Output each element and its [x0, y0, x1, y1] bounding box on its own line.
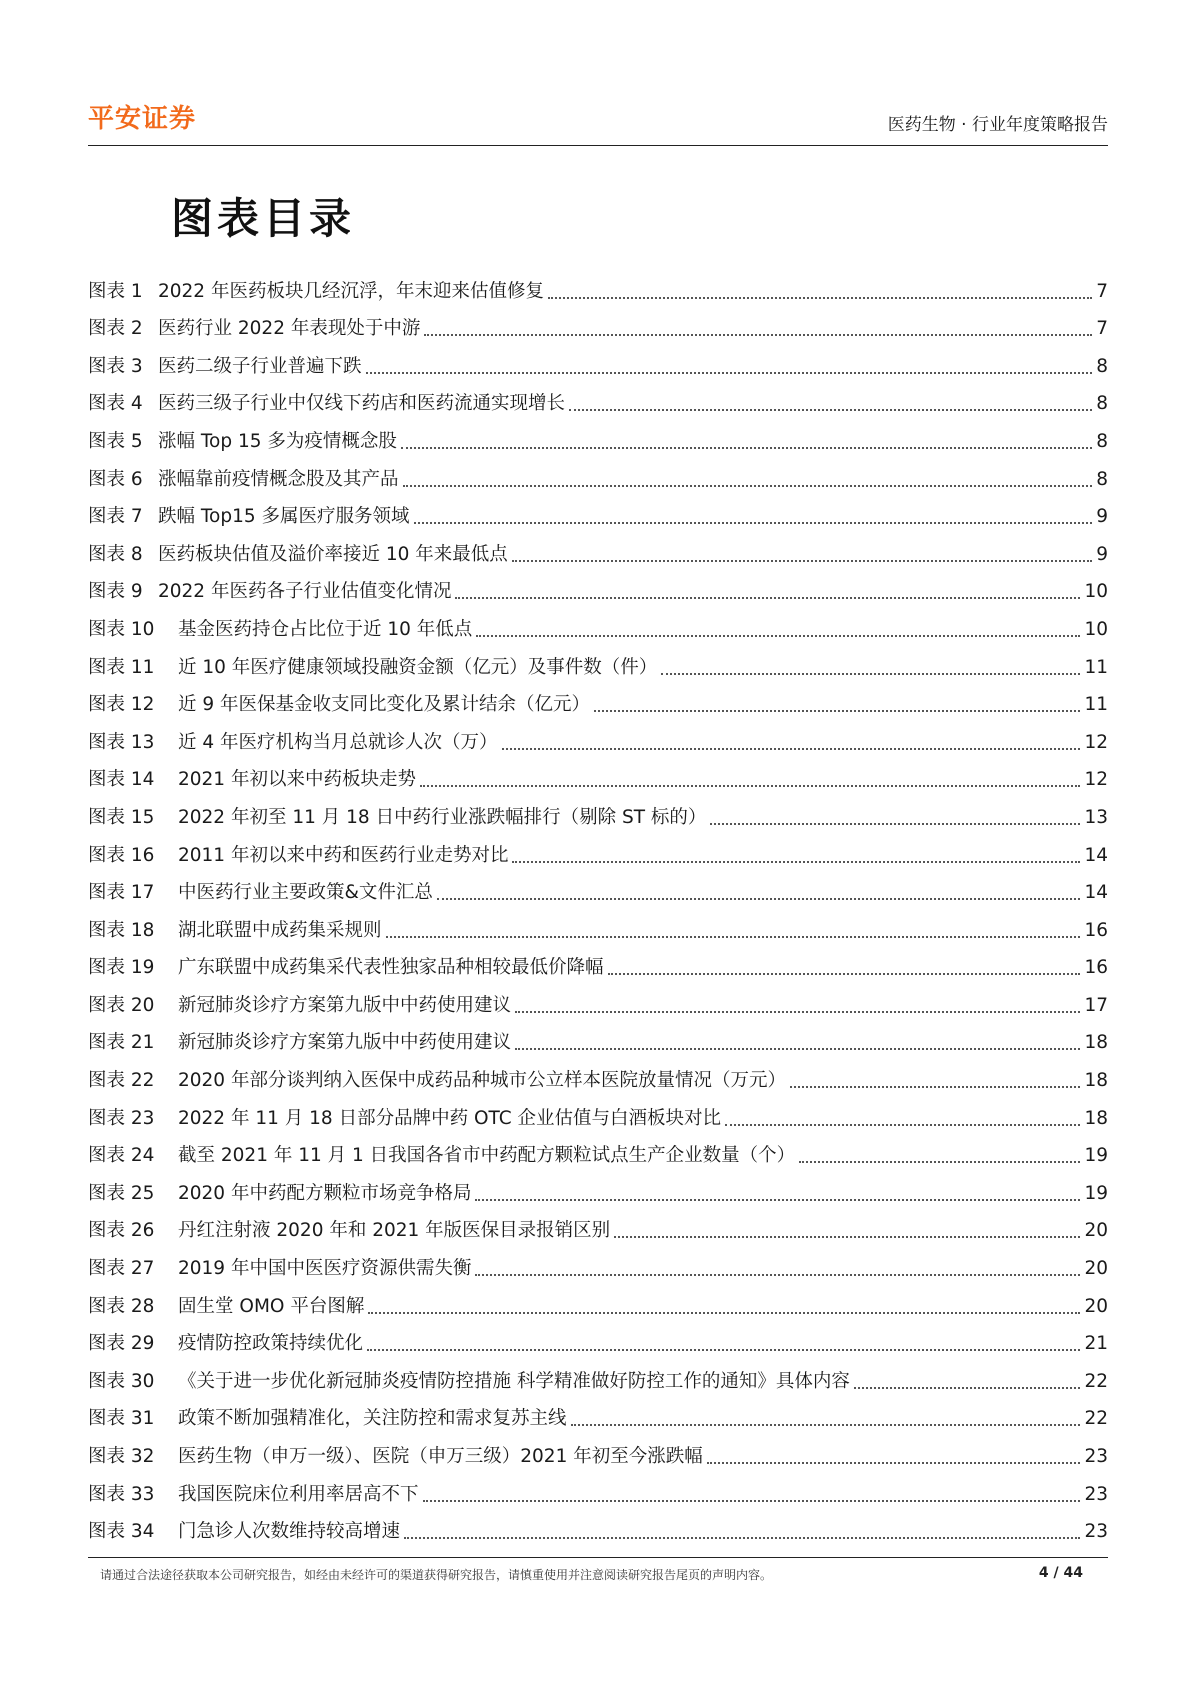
- toc-entry-label: 图表 32: [88, 1446, 155, 1467]
- toc-dot-leader: [799, 1161, 1080, 1163]
- toc-entry-label: 图表 10: [88, 618, 155, 640]
- toc-entry-label: 图表 7: [88, 506, 143, 528]
- toc-dot-leader: [725, 1124, 1080, 1126]
- toc-entry-title: 我国医院床位利用率居高不下: [178, 1483, 419, 1505]
- toc-entry-title: 近 9 年医保基金收支同比变化及累计结余（亿元）: [178, 694, 591, 716]
- toc-entry[interactable]: [88, 1394, 1108, 1432]
- toc-entry-page: 20: [1084, 1220, 1108, 1242]
- toc-entry-page: 8: [1096, 468, 1108, 490]
- toc-entry-label: 图表 11: [88, 656, 155, 678]
- toc-entry[interactable]: [88, 905, 1108, 943]
- toc-entry-label: 图表 30: [88, 1370, 155, 1392]
- toc-entry-title: 医药三级子行业中仅线下药店和医药流通实现增长: [158, 393, 566, 415]
- toc-entry-page: 9: [1096, 543, 1108, 565]
- toc-entry[interactable]: [88, 1168, 1108, 1206]
- toc-dot-leader: [608, 973, 1081, 975]
- toc-entry-page: 9: [1096, 506, 1108, 528]
- toc-entry-page: 17: [1084, 994, 1108, 1016]
- toc-entry-page: 13: [1084, 806, 1108, 828]
- toc-entry-page: 22: [1084, 1408, 1108, 1430]
- toc-entry-page: 12: [1084, 731, 1108, 753]
- toc-entry-label: 图表 2: [88, 318, 143, 340]
- toc-dot-leader: [386, 936, 1081, 938]
- toc-entry-title: 丹红注射液 2020 年和 2021 年版医保目录报销区别: [178, 1220, 611, 1242]
- toc-entry-title: 固生堂 OMO 平台图解: [178, 1295, 365, 1317]
- toc-entry-page: 14: [1084, 882, 1108, 904]
- toc-entry-title: 《关于进一步优化新冠肺炎疫情防控措施 科学精准做好防控工作的通知》具体内容: [178, 1370, 850, 1392]
- toc-entry-page: 18: [1084, 1107, 1108, 1129]
- toc-entry-title: 2020 年部分谈判纳入医保中成药品种城市公立样本医院放量情况（万元）: [178, 1070, 786, 1092]
- toc-entry-label: 图表 19: [88, 957, 155, 979]
- toc-entry-page: 7: [1096, 318, 1108, 340]
- toc-entry-title: 医药板块估值及溢价率接近 10 年来最低点: [158, 543, 508, 565]
- toc-entry[interactable]: [88, 1206, 1108, 1244]
- toc-entry[interactable]: [88, 1469, 1108, 1507]
- toc-entry-page: 23: [1084, 1483, 1108, 1505]
- toc-entry-label: 图表 5: [88, 430, 143, 452]
- toc-dot-leader: [475, 1274, 1080, 1276]
- toc-entry[interactable]: [88, 454, 1108, 492]
- toc-entry-page: 8: [1096, 355, 1108, 377]
- toc-entry[interactable]: [88, 1281, 1108, 1319]
- toc-dot-leader: [594, 710, 1080, 712]
- toc-entry-title: 2022 年医药板块几经沉浮，年末迎来估值修复: [158, 280, 544, 302]
- toc-entry-page: 19: [1084, 1182, 1108, 1204]
- toc-entry-page: 7: [1096, 280, 1108, 302]
- toc-entry-label: 图表 34: [88, 1521, 155, 1543]
- toc-entry[interactable]: [88, 1431, 1108, 1469]
- toc-entry-label: 图表 27: [88, 1258, 155, 1280]
- toc-entry-label: 图表 31: [88, 1408, 155, 1430]
- toc-entry-label: 图表 6: [88, 468, 143, 490]
- toc-entry[interactable]: [88, 266, 1108, 304]
- toc-dot-leader: [475, 1199, 1080, 1201]
- toc-entry-label: 图表 23: [88, 1107, 155, 1129]
- toc-entry-label: 图表 33: [88, 1483, 155, 1505]
- toc-entry-title: 新冠肺炎诊疗方案第九版中中药使用建议: [178, 1032, 512, 1054]
- toc-entry[interactable]: [88, 943, 1108, 981]
- toc-entry-title: 政策不断加强精准化，关注防控和需求复苏主线: [178, 1408, 567, 1430]
- toc-entry-title: 2022 年初至 11 月 18 日中药行业涨跌幅排行（剔除 ST 标的）: [178, 806, 707, 828]
- toc-entry-title: 2019 年中国中医医疗资源供需失衡: [178, 1258, 472, 1280]
- toc-entry-label: 图表 26: [88, 1220, 155, 1242]
- toc-entry-label: 图表 12: [88, 694, 155, 716]
- toc-entry[interactable]: [88, 830, 1108, 868]
- toc-entry-title: 2022 年 11 月 18 日部分品牌中药 OTC 企业估值与白酒板块对比: [178, 1107, 722, 1129]
- toc-entry-page: 11: [1084, 656, 1108, 678]
- toc-entry-title: 2021 年初以来中药板块走势: [178, 769, 416, 791]
- report-type: 医药生物 · 行业年度策略报告: [887, 115, 1108, 135]
- toc-entry-label: 图表 17: [88, 882, 155, 904]
- toc-entry-page: 22: [1084, 1370, 1108, 1392]
- toc-dot-leader: [455, 597, 1080, 599]
- toc-entry[interactable]: [88, 1507, 1108, 1545]
- toc-entry[interactable]: [88, 416, 1108, 454]
- toc-entry-page: 21: [1084, 1333, 1108, 1355]
- toc-entry[interactable]: [88, 980, 1108, 1018]
- toc-entry-title: 近 4 年医疗机构当月总就诊人次（万）: [178, 731, 498, 753]
- toc-entry-title: 医药行业 2022 年表现处于中游: [158, 318, 421, 340]
- toc-entry[interactable]: [88, 1131, 1108, 1169]
- toc-entry-title: 医药生物（申万一级）、医院（申万三级）2021 年初至今涨跌幅: [178, 1446, 703, 1467]
- header-divider: [88, 145, 1108, 146]
- toc-entry-title: 截至 2021 年 11 月 1 日我国各省市中药配方颗粒试点生产企业数量（个）: [178, 1145, 796, 1167]
- toc-dot-leader: [854, 1387, 1081, 1389]
- toc-entry-page: 10: [1084, 581, 1108, 603]
- toc-entry-page: 12: [1084, 769, 1108, 791]
- toc-dot-leader: [614, 1236, 1080, 1238]
- toc-dot-leader: [515, 1048, 1080, 1050]
- toc-dot-leader: [437, 898, 1081, 900]
- company-logo: 平安证券: [88, 104, 197, 134]
- toc-dot-leader: [710, 823, 1080, 825]
- toc-entry-page: 16: [1084, 957, 1108, 979]
- toc-dot-leader: [404, 1537, 1080, 1539]
- toc-entry[interactable]: [88, 604, 1108, 642]
- footer-divider: [88, 1557, 1108, 1558]
- toc-entry[interactable]: [88, 529, 1108, 567]
- toc-entry[interactable]: [88, 1319, 1108, 1357]
- table-of-figures: [88, 266, 1108, 1544]
- toc-entry-title: 涨幅 Top 15 多为疫情概念股: [158, 430, 397, 452]
- toc-dot-leader: [707, 1462, 1081, 1464]
- toc-dot-leader: [403, 485, 1093, 487]
- toc-dot-leader: [515, 1011, 1080, 1013]
- toc-entry-label: 图表 13: [88, 731, 155, 753]
- toc-entry-title: 湖北联盟中成药集采规则: [178, 919, 382, 941]
- toc-entry-label: 图表 8: [88, 543, 143, 565]
- page-indicator: 4 / 44: [1038, 1565, 1083, 1581]
- toc-entry[interactable]: [88, 1018, 1108, 1056]
- toc-dot-leader: [424, 334, 1092, 336]
- toc-entry[interactable]: [88, 680, 1108, 718]
- toc-entry-page: 8: [1096, 393, 1108, 415]
- footer-disclaimer: 请通过合法途径获取本公司研究报告，如经由未经许可的渠道获得研究报告，请慎重使用并注意阅读研究报告尾页的声明内容。: [100, 1568, 773, 1582]
- toc-dot-leader: [368, 1312, 1080, 1314]
- toc-entry[interactable]: [88, 1093, 1108, 1131]
- toc-entry-label: 图表 25: [88, 1182, 155, 1204]
- toc-entry-page: 20: [1084, 1258, 1108, 1280]
- toc-dot-leader: [571, 1424, 1081, 1426]
- toc-entry-page: 11: [1084, 694, 1108, 716]
- toc-entry-label: 图表 22: [88, 1070, 155, 1092]
- toc-entry-title: 跌幅 Top15 多属医疗服务领域: [158, 506, 410, 528]
- toc-entry-title: 门急诊人次数维持较高增速: [178, 1521, 401, 1543]
- toc-dot-leader: [661, 673, 1080, 675]
- toc-entry-page: 19: [1084, 1145, 1108, 1167]
- toc-dot-leader: [512, 560, 1092, 562]
- toc-entry[interactable]: [88, 341, 1108, 379]
- toc-entry-title: 疫情防控政策持续优化: [178, 1333, 364, 1355]
- toc-dot-leader: [790, 1086, 1080, 1088]
- toc-entry-label: 图表 15: [88, 806, 155, 828]
- toc-dot-leader: [420, 785, 1080, 787]
- toc-entry-page: 18: [1084, 1032, 1108, 1054]
- toc-dot-leader: [476, 635, 1080, 637]
- toc-entry-page: 23: [1084, 1521, 1108, 1543]
- toc-entry[interactable]: [88, 1243, 1108, 1281]
- toc-entry-title: 2020 年中药配方颗粒市场竞争格局: [178, 1182, 472, 1204]
- toc-entry-label: 图表 18: [88, 919, 155, 941]
- toc-entry[interactable]: [88, 868, 1108, 906]
- toc-dot-leader: [366, 372, 1093, 374]
- toc-entry-title: 2011 年初以来中药和医药行业走势对比: [178, 844, 509, 866]
- toc-entry-label: 图表 29: [88, 1333, 155, 1355]
- toc-dot-leader: [414, 522, 1093, 524]
- toc-entry[interactable]: [88, 304, 1108, 342]
- toc-entry-title: 近 10 年医疗健康领域投融资金额（亿元）及事件数（件）: [178, 656, 658, 678]
- toc-entry-label: 图表 1: [88, 280, 143, 302]
- toc-entry-label: 图表 3: [88, 355, 143, 377]
- toc-entry-label: 图表 14: [88, 769, 155, 791]
- toc-entry[interactable]: [88, 492, 1108, 530]
- toc-entry-title: 中医药行业主要政策&文件汇总: [178, 882, 433, 904]
- toc-dot-leader: [569, 409, 1092, 411]
- toc-entry[interactable]: [88, 792, 1108, 830]
- toc-entry-label: 图表 28: [88, 1295, 155, 1317]
- toc-entry[interactable]: [88, 1055, 1108, 1093]
- toc-entry-title: 广东联盟中成药集采代表性独家品种相较最低价降幅: [178, 957, 604, 979]
- toc-entry-label: 图表 16: [88, 844, 155, 866]
- toc-entry[interactable]: [88, 642, 1108, 680]
- toc-entry-page: 18: [1084, 1070, 1108, 1092]
- toc-dot-leader: [548, 297, 1092, 299]
- toc-entry-page: 10: [1084, 618, 1108, 640]
- page-title: 图表目录: [171, 194, 356, 243]
- toc-entry-label: 图表 20: [88, 994, 155, 1016]
- toc-entry-title: 基金医药持仓占比位于近 10 年低点: [178, 618, 473, 640]
- toc-entry-page: 8: [1096, 430, 1108, 452]
- toc-entry-title: 新冠肺炎诊疗方案第九版中中药使用建议: [178, 994, 512, 1016]
- page-header: [88, 0, 1108, 148]
- toc-entry-label: 图表 21: [88, 1032, 155, 1054]
- toc-entry[interactable]: [88, 717, 1108, 755]
- toc-entry-label: 图表 24: [88, 1145, 155, 1167]
- toc-entry-label: 图表 4: [88, 393, 143, 415]
- toc-entry-page: 14: [1084, 844, 1108, 866]
- toc-dot-leader: [502, 748, 1081, 750]
- toc-dot-leader: [512, 861, 1080, 863]
- toc-entry[interactable]: [88, 567, 1108, 605]
- toc-entry-label: 图表 9: [88, 581, 143, 603]
- toc-entry-page: 16: [1084, 919, 1108, 941]
- toc-entry[interactable]: [88, 379, 1108, 417]
- toc-entry-title: 涨幅靠前疫情概念股及其产品: [158, 468, 399, 490]
- toc-dot-leader: [423, 1500, 1081, 1502]
- toc-entry-title: 2022 年医药各子行业估值变化情况: [158, 581, 452, 603]
- toc-entry-title: 医药二级子行业普遍下跌: [158, 355, 362, 377]
- toc-entry[interactable]: [88, 755, 1108, 793]
- toc-entry-page: 23: [1084, 1446, 1108, 1467]
- toc-dot-leader: [401, 447, 1092, 449]
- toc-dot-leader: [367, 1349, 1080, 1351]
- toc-entry-page: 20: [1084, 1295, 1108, 1317]
- toc-entry[interactable]: [88, 1356, 1108, 1394]
